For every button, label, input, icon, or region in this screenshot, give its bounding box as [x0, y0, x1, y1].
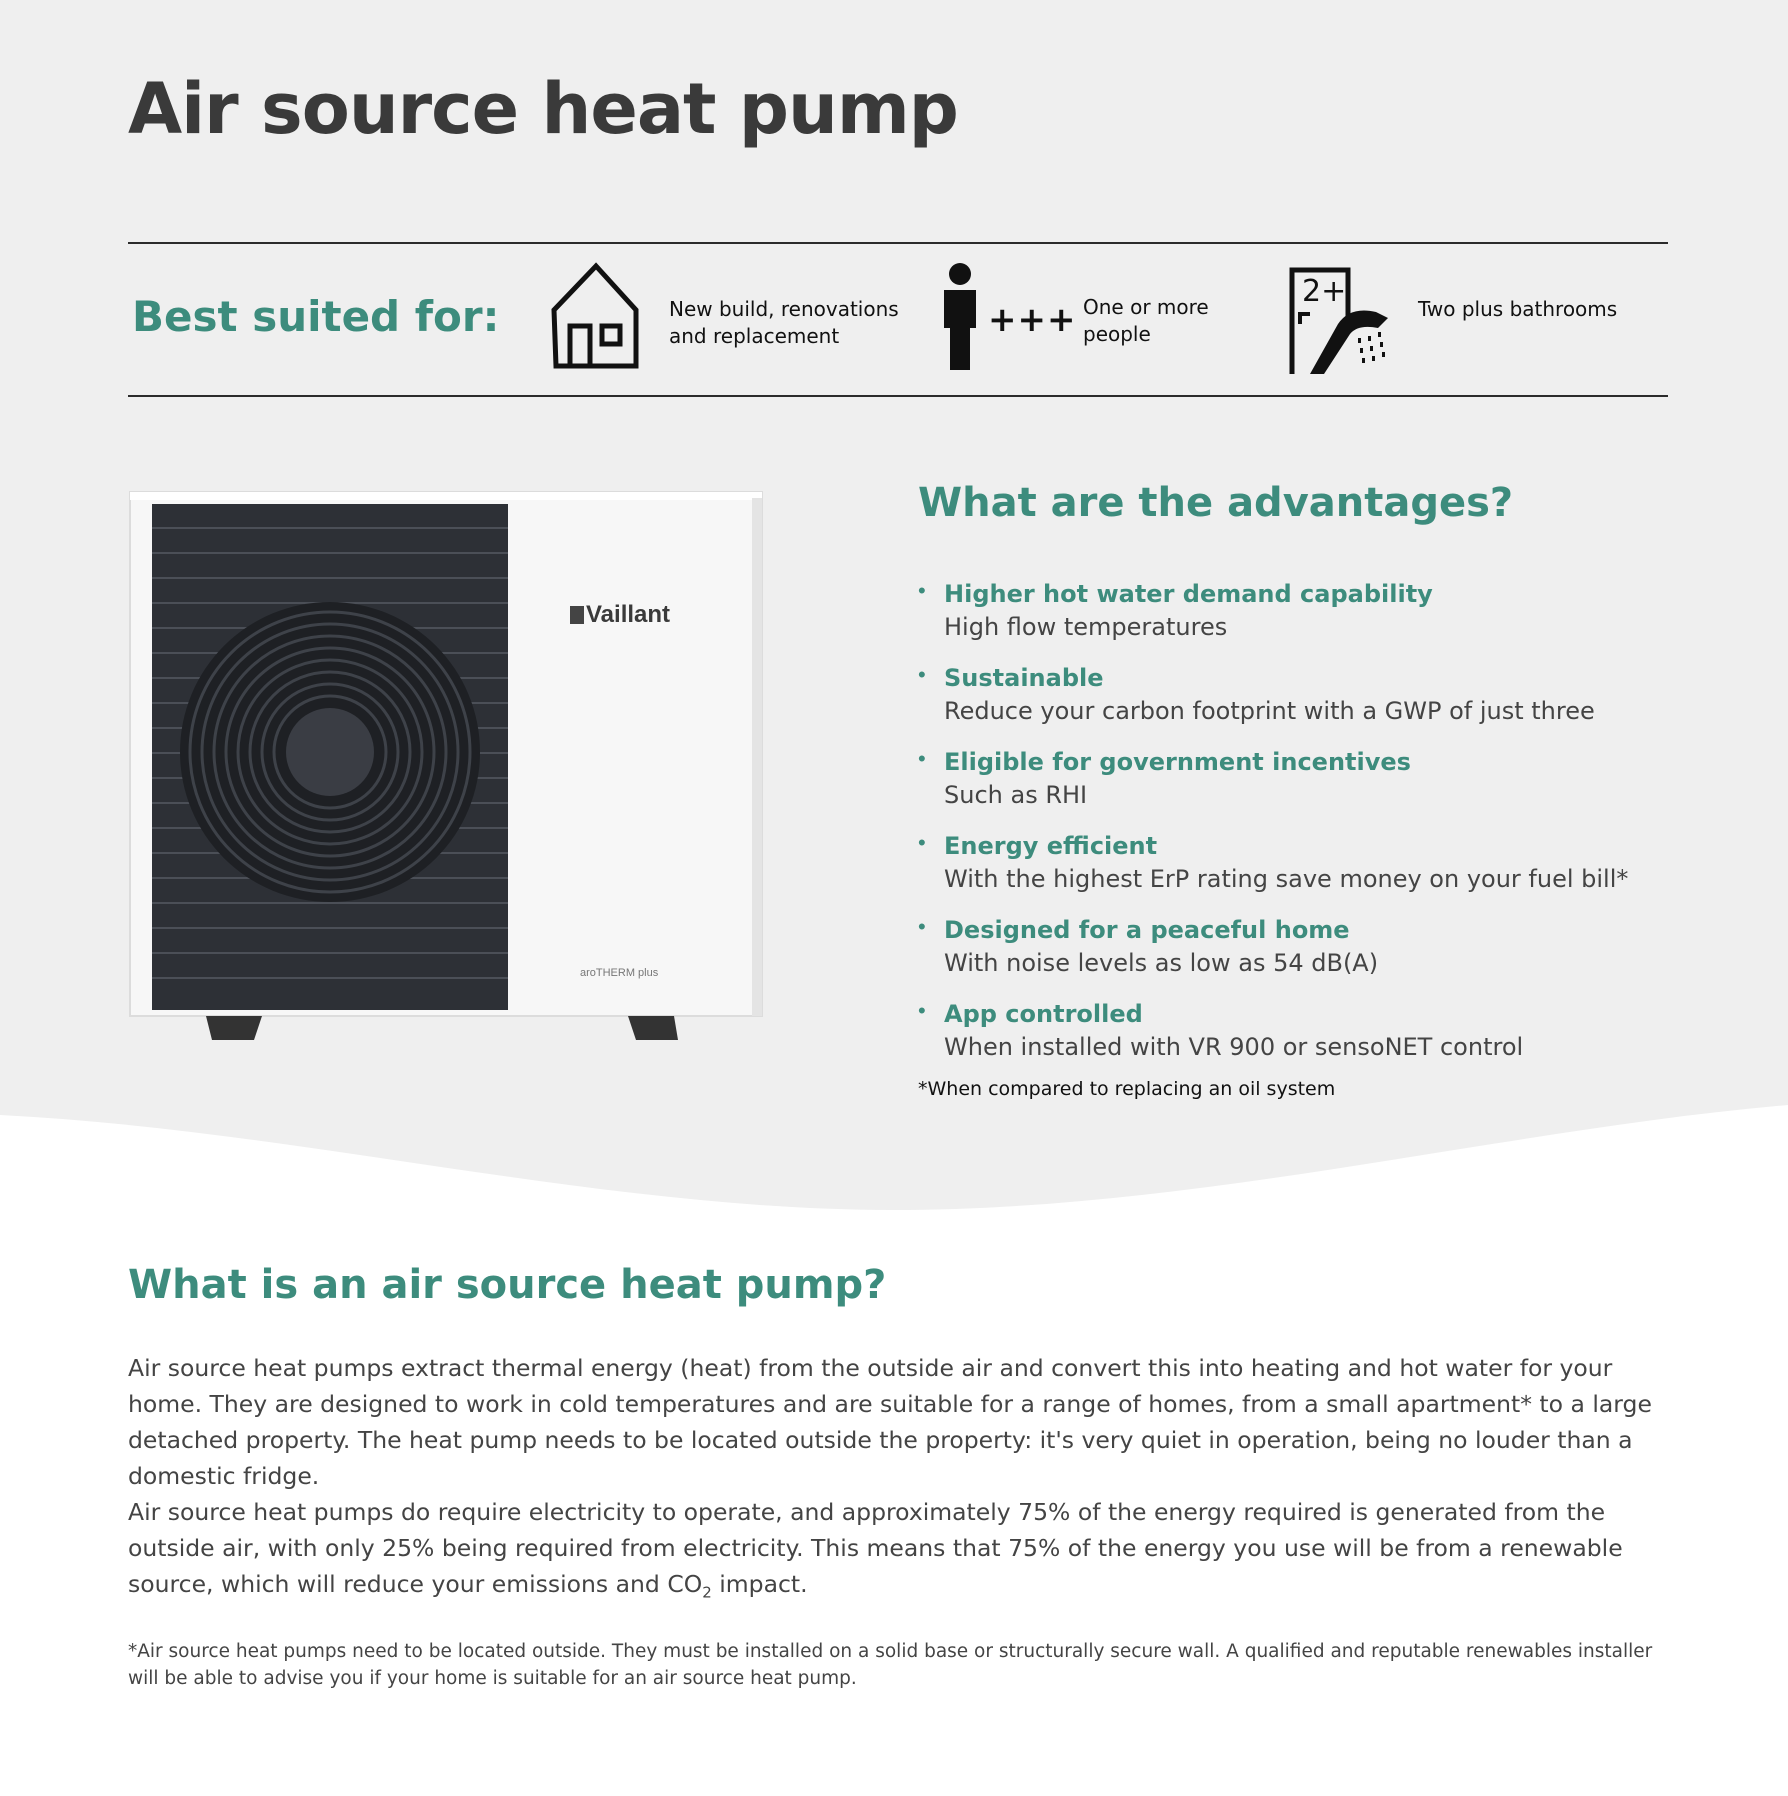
suited-item-line: New build, renovations: [669, 297, 899, 321]
what-is-title: What is an air source heat pump?: [128, 1262, 887, 1308]
advantage-detail: Such as RHI: [944, 781, 1088, 809]
suited-item-line: One or more: [1083, 295, 1209, 319]
house-icon: [550, 262, 640, 370]
subscript-2: 2: [702, 1583, 712, 1602]
best-suited-label: Best suited for:: [132, 292, 500, 341]
bullet-icon: •: [918, 914, 926, 939]
advantages-title: What are the advantages?: [918, 480, 1514, 526]
top-divider: [128, 242, 1668, 244]
advantage-item: [918, 830, 1738, 896]
suited-item-bathrooms: [1418, 296, 1658, 323]
bottom-divider: [128, 395, 1668, 397]
bullet-icon: •: [918, 746, 926, 771]
advantages-footnote: *When compared to replacing an oil system: [918, 1078, 1336, 1100]
advantage-item: [918, 998, 1738, 1064]
what-is-paragraph-1: Air source heat pumps extract thermal energy (heat) from the outside air and convert this into heating and hot water for your home. They are designed to work in cold temperatures and are suitable for a range of homes, from a small apartment* to a large detached property. The heat pump needs to be located outside the property: it's very quiet in operation, being no louder than a domestic fridge.: [128, 1354, 1652, 1490]
advantage-detail: High flow temperatures: [944, 613, 1228, 641]
advantage-heading: App controlled: [944, 1000, 1143, 1028]
what-is-paragraph-2: [128, 1494, 1688, 1611]
advantage-detail: With the highest ErP rating save money on your fuel bill*: [944, 865, 1629, 893]
suited-item-line: people: [1083, 322, 1151, 346]
advantage-item: [918, 578, 1738, 644]
people-plus-symbol: +++: [988, 300, 1077, 340]
bullet-icon: •: [918, 998, 926, 1023]
suited-item-new-build: [669, 296, 909, 350]
bullet-icon: •: [918, 578, 926, 603]
model-label: aroTHERM plus: [580, 967, 659, 979]
brand-logo: Vaillant: [586, 601, 671, 628]
advantages-list: [918, 578, 1738, 1082]
advantage-heading: Higher hot water demand capability: [944, 580, 1433, 608]
advantage-detail: Reduce your carbon footprint with a GWP of just three: [944, 697, 1595, 725]
suited-item-line: Two plus bathrooms: [1418, 297, 1618, 321]
advantage-detail: With noise levels as low as 54 dB(A): [944, 949, 1379, 977]
advantage-heading: Sustainable: [944, 664, 1104, 692]
paragraph-text: Air source heat pumps do require electricity to operate, and approximately 75% of the energy required is generated from the outside air, with only 25% being required from electricity. This means that 75% of the energy you use will be from a renewable source, which will reduce your emissions and CO: [128, 1498, 1623, 1598]
what-is-footnote: *Air source heat pumps need to be located outside. They must be installed on a solid base or structurally secure wall. A qualified and reputable renewables installer will be able to advise you if your home is suitable for an air source heat pump.: [128, 1641, 1653, 1689]
advantage-heading: Eligible for government incentives: [944, 748, 1411, 776]
bullet-icon: •: [918, 662, 926, 687]
paragraph-text: impact.: [711, 1570, 808, 1598]
bullet-icon: •: [918, 830, 926, 855]
advantage-heading: Designed for a peaceful home: [944, 916, 1350, 944]
advantage-item: [918, 746, 1738, 812]
wave-divider: [0, 1090, 1788, 1250]
suited-item-people: [1083, 294, 1323, 348]
advantage-item: [918, 662, 1738, 728]
heat-pump-image: [126, 488, 766, 1048]
bathroom-badge: 2+: [1302, 274, 1347, 309]
suited-item-line: and replacement: [669, 324, 840, 348]
page-title: Air source heat pump: [128, 68, 958, 150]
advantage-detail: When installed with VR 900 or sensoNET control: [944, 1033, 1524, 1061]
advantage-item: [918, 914, 1738, 980]
advantage-heading: Energy efficient: [944, 832, 1158, 860]
